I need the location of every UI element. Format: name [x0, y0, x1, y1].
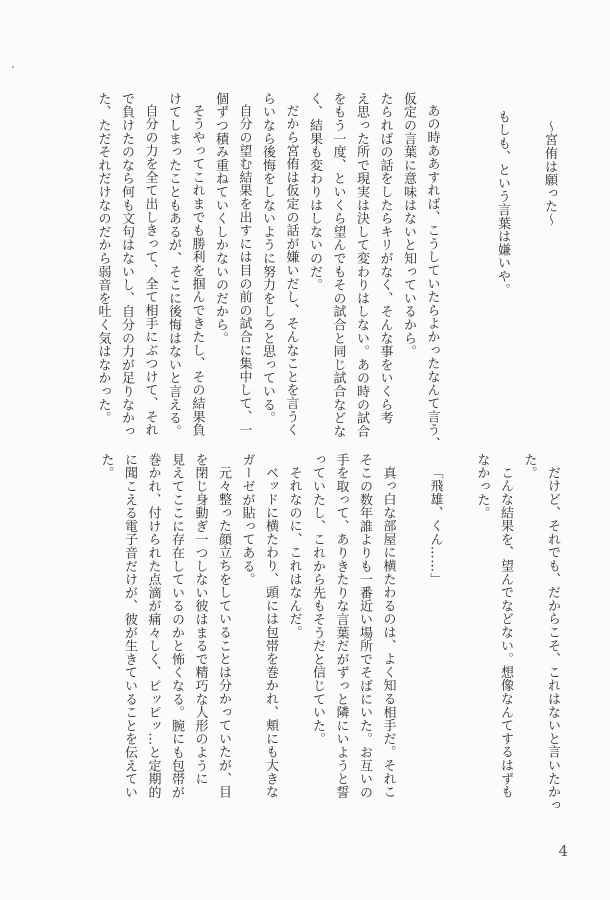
- text-column: らいなら後悔をしないように努力をしろと思っている。: [260, 92, 275, 425]
- text-column: 真っ白な部屋に横たわるのは、よく知る相手だ。それこ: [380, 466, 396, 799]
- text-column: 見えてここに存在しているのかと怖くなる。腕にも包帯が: [169, 453, 184, 799]
- text-column: 自分の望む結果を出すには目の前の試合に集中して、一: [236, 104, 252, 437]
- text-column: た、ただそれだけなのだから弱音を吐く気はなかった。: [95, 92, 111, 425]
- text-column: あの時ああすれば、こうしていたらよかったなんて言う、: [424, 104, 440, 450]
- text-column: で負けたのなら何も文句はないし、自分の力が足りなかっ: [119, 92, 134, 438]
- text-column: たらればの話をしたらキリがなく、そんな事をいくら考: [377, 92, 393, 425]
- text-column: 巻かれ、付けられた点滴が痛々しく、ピッピッ…と定期的: [145, 453, 161, 799]
- text-column: こんな結果を、望んでなどない。想像なんてするはずも: [498, 466, 513, 799]
- paper-speck: [12, 66, 14, 68]
- text-column: 「飛雄、くん……」: [427, 466, 443, 586]
- text-column: 〜宮侑は願った〜: [542, 120, 557, 227]
- text-column: っていたし、これから先もそうだと信じていた。: [310, 453, 325, 746]
- text-column: 仮定の言葉に意味はないと知っているから。: [401, 92, 416, 358]
- text-column: た。: [98, 453, 114, 480]
- text-column: なかった。: [474, 453, 490, 520]
- text-column: く、結果も変わりはしないのだ。: [307, 92, 322, 292]
- text-column: ガーゼが貼ってある。: [239, 453, 255, 586]
- text-column: それなのに、これはなんだ。: [286, 466, 302, 639]
- text-column: ベッドに横たわり、頭には包帯を巻かれ、頬にも大きな: [263, 466, 278, 799]
- text-column: 元々整った顔立ちをしていることは分かっていたが、目: [216, 466, 231, 799]
- text-column: 自分の力を全て出しきって、全て相手にぶつけて、それ: [142, 104, 158, 437]
- text-column: だけど、それでも、だからこそ、これはないと言いたかっ: [545, 466, 560, 812]
- page-number: 4: [558, 842, 568, 860]
- text-column: けてしまったこともあるが、そこに後悔はないと言える。: [166, 92, 181, 438]
- text-column: 個ずつ積み重ねていくしかないのだから。: [213, 92, 228, 345]
- text-column: もしも、という言葉は嫌いや。: [495, 110, 510, 297]
- text-column: そこの数年誰よりも一番近い場所でそばにいた。お互いの: [357, 453, 372, 799]
- text-column: だから宮侑は仮定の話が嫌いだし、そんなことを言うく: [283, 104, 299, 437]
- text-column: 手を取って、ありきたりな言葉だがずっと隣にいようと誓: [333, 453, 349, 799]
- text-column: をもう一度、といくら望んでもその試合と同じ試合などな: [330, 92, 346, 438]
- text-column: そうやってこれまでも勝利を掴んできたし、その結果負: [189, 104, 205, 437]
- text-column: に聞こえる電子音だけが、彼が生きていることを伝えてい: [122, 453, 137, 799]
- text-column: を閉じ身動ぎ一つしない彼はまるで精巧な人形のように: [192, 453, 208, 786]
- text-column: た。: [521, 453, 537, 480]
- text-column: え思った所で現実は決して変わりはしない。あの時の試合: [354, 92, 369, 438]
